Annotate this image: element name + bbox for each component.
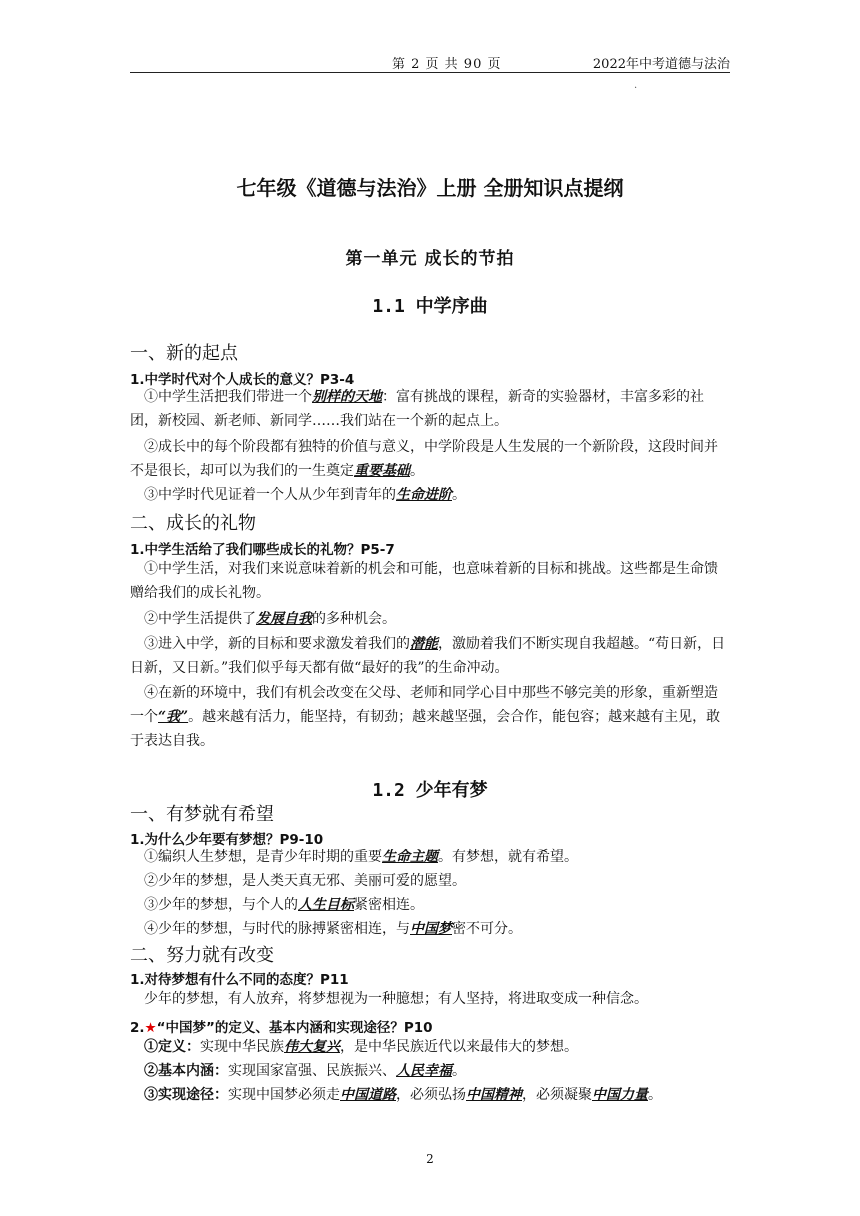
key-term: 发展自我 xyxy=(256,611,312,627)
unit-title: 第一单元 成长的节拍 xyxy=(345,249,515,269)
header-doc-name: 2022年中考道德与法治 xyxy=(592,57,730,72)
key-term: 中国精神 xyxy=(466,1087,522,1103)
lesson-title-1-2: 1.2 少年有梦 xyxy=(372,780,488,801)
lesson-title-1-1: 1.1 中学序曲 xyxy=(372,296,488,317)
key-term: “我” xyxy=(158,709,189,725)
section-heading: 二、成长的礼物 xyxy=(130,513,256,534)
question-heading: 2.★“中国梦”的定义、基本内涵和实现途径？P10 xyxy=(130,1020,433,1036)
paragraph: ③中学时代见证着一个人从少年到青年的生命进阶。 xyxy=(144,487,466,503)
key-term: 伟大复兴 xyxy=(284,1039,340,1055)
paragraph: ①编织人生梦想，是青少年时期的重要生命主题。有梦想，就有希望。 xyxy=(144,849,578,865)
paragraph: ③进入中学，新的目标和要求激发着我们的潜能，激励着我们不断实现自我超越。“苟日新，日日新，又日新。”我们似乎每天都有做“最好的我”的生命冲动。 xyxy=(130,636,726,676)
paragraph: 少年的梦想，有人放弃，将梦想视为一种臆想；有人坚持，将进取变成一种信念。 xyxy=(144,991,648,1007)
paragraph: ①中学生活，对我们来说意味着新的机会和可能，也意味着新的目标和挑战。这些都是生命馈赠给我们的成长礼物。 xyxy=(130,561,718,601)
section-heading: 一、有梦就有希望 xyxy=(130,804,274,825)
key-term: 潜能 xyxy=(410,636,438,652)
question-heading: 1.为什么少年要有梦想？P9-10 xyxy=(130,832,324,848)
header-dot: . xyxy=(634,80,638,91)
paragraph: ②中学生活提供了发展自我的多种机会。 xyxy=(144,611,396,627)
key-term: 中国力量 xyxy=(592,1087,648,1103)
star-icon: ★ xyxy=(144,1020,157,1036)
paragraph: ①中学生活把我们带进一个别样的天地：富有挑战的课程，新奇的实验器材，丰富多彩的社团，新校园、新老师、新同学……我们站在一个新的起点上。 xyxy=(130,389,704,429)
key-term: 生命进阶 xyxy=(396,487,452,503)
paragraph: ①定义：实现中华民族伟大复兴，是中华民族近代以来最伟大的梦想。 xyxy=(144,1039,578,1055)
paragraph: ③实现途径：实现中国梦必须走中国道路，必须弘扬中国精神，必须凝聚中国力量。 xyxy=(144,1087,662,1103)
paragraph: ②少年的梦想，是人类天真无邪、美丽可爱的愿望。 xyxy=(144,873,466,889)
key-term: 别样的天地 xyxy=(312,389,382,405)
paragraph: ④少年的梦想，与时代的脉搏紧密相连，与中国梦密不可分。 xyxy=(144,921,522,937)
paragraph: ②基本内涵：实现国家富强、民族振兴、人民幸福。 xyxy=(144,1063,466,1079)
paragraph: ③少年的梦想，与个人的人生目标紧密相连。 xyxy=(144,897,424,913)
key-term: 人生目标 xyxy=(298,897,354,913)
key-term: 中国梦 xyxy=(410,921,452,937)
document-title: 七年级《道德与法治》上册 全册知识点提纲 xyxy=(236,176,624,200)
key-term: 生命主题 xyxy=(382,849,438,865)
key-term: 中国道路 xyxy=(340,1087,396,1103)
paragraph: ④在新的环境中，我们有机会改变在父母、老师和同学心目中那些不够完美的形象，重新塑造一个“我”。越来越有活力，能坚持，有韧劲；越来越坚强，会合作，能包容；越来越有主见，敢于表达自我。 xyxy=(130,685,721,749)
section-heading: 二、努力就有改变 xyxy=(130,945,274,966)
page-number: 2 xyxy=(426,1152,434,1166)
header-page-info: 第 2 页 共 90 页 xyxy=(392,57,502,72)
question-heading: 1.中学时代对个人成长的意义？P3-4 xyxy=(130,372,355,388)
key-term: 人民幸福 xyxy=(396,1063,452,1079)
question-heading: 1.对待梦想有什么不同的态度？P11 xyxy=(130,972,349,988)
paragraph: ②成长中的每个阶段都有独特的价值与意义，中学阶段是人生发展的一个新阶段，这段时间并不是很长，却可以为我们的一生奠定重要基础。 xyxy=(130,439,718,479)
section-heading: 一、新的起点 xyxy=(130,343,238,364)
key-term: 重要基础 xyxy=(354,463,410,479)
question-heading: 1.中学生活给了我们哪些成长的礼物？P5-7 xyxy=(130,542,395,558)
page-header xyxy=(130,50,730,73)
